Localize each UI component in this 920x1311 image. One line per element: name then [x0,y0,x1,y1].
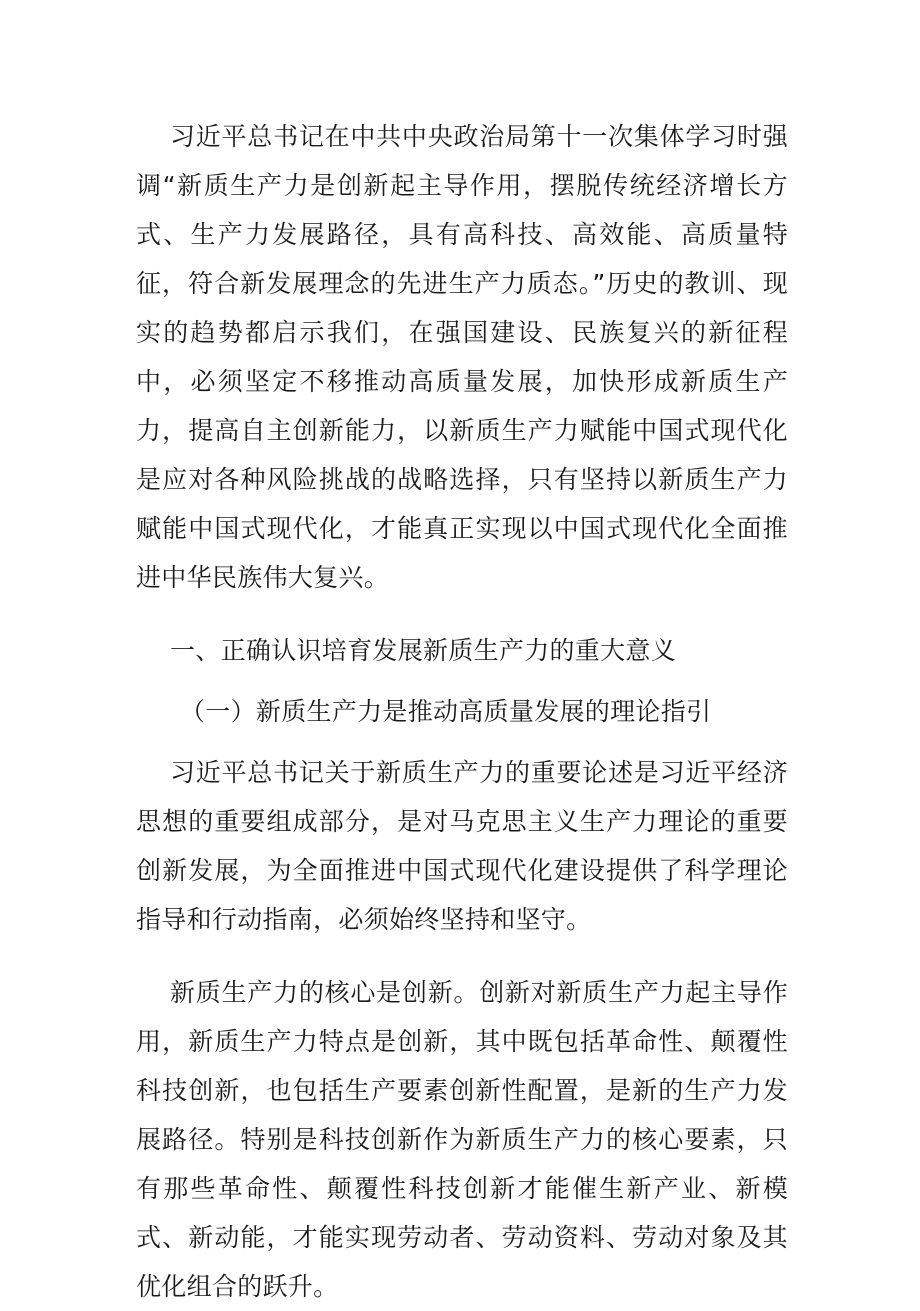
intro-paragraph: 习近平总书记在中共中央政治局第十一次集体学习时强调“新质生产力是创新起主导作用，摆脱传统经济增长方式、生产力发展路径，具有高科技、高效能、高质量特征，符合新发展理念的先进生产力质态。”历史的教训、现实的趋势都启示我们，在强国建设、民族复兴的新征程中，必须坚定不移推动高质量发展，加快形成新质生产力，提高自主创新能力，以新质生产力赋能中国式现代化是应对各种风险挑战的战略选择，只有坚持以新质生产力赋能中国式现代化，才能真正实现以中国式现代化全面推进中华民族伟大复兴。 [136,122,788,592]
body-paragraph-theory: 习近平总书记关于新质生产力的重要论述是习近平经济思想的重要组成部分，是对马克思主义生产力理论的重要创新发展，为全面推进中国式现代化建设提供了科学理论指导和行动指南，必须始终坚持和坚守。 [136,758,788,934]
section-heading: 一、正确认识培育发展新质生产力的重大意义 [170,636,677,665]
body-paragraph-innovation: 新质生产力的核心是创新。创新对新质生产力起主导作用，新质生产力特点是创新，其中既包括革命性、颠覆性科技创新，也包括生产要素创新性配置，是新的生产力发展路径。特别是科技创新作为新质生产力的核心要素，只有那些革命性、颠覆性科技创新才能催生新产业、新模式、新动能，才能实现劳动者、劳动资料、劳动对象及其优化组合的跃升。 [136,978,788,1301]
subsection-heading: （一）新质生产力是推动高质量发展的理论指引 [180,697,712,726]
